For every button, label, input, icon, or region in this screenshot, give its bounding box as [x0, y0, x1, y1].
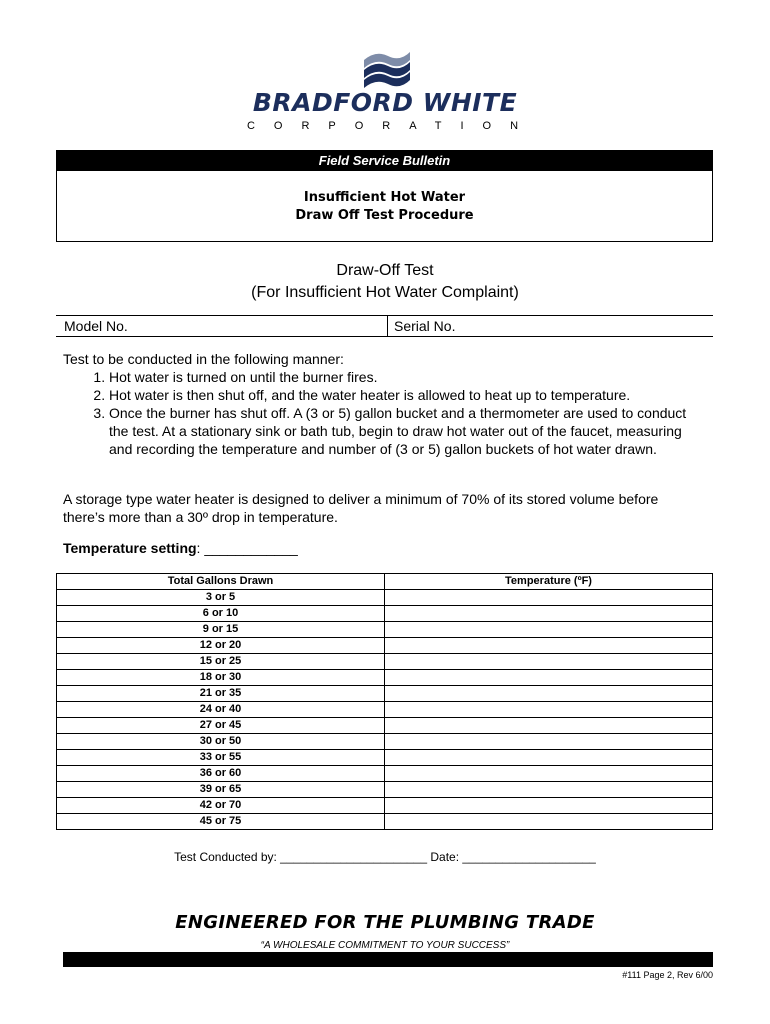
temperature-cell[interactable]: [385, 718, 713, 734]
table-row: [57, 734, 713, 750]
table-row: [57, 782, 713, 798]
bulletin-title-line1: Insufficient Hot Water: [303, 190, 466, 205]
table-row: [57, 686, 713, 702]
temperature-cell[interactable]: [385, 766, 713, 782]
test-conducted-by: Test Conducted by: ______________________: [174, 850, 428, 864]
gallons-cell: 42 or 70: [57, 798, 385, 814]
gallons-cell: 21 or 35: [57, 686, 385, 702]
table-row: [57, 766, 713, 782]
temperature-cell[interactable]: [385, 670, 713, 686]
temperature-cell[interactable]: [385, 702, 713, 718]
gallons-cell: 39 or 65: [57, 782, 385, 798]
table-row: [57, 718, 713, 734]
footer-bar: [63, 952, 713, 967]
gallons-cell: 24 or 40: [57, 702, 385, 718]
temperature-setting-blank: : ____________: [196, 540, 298, 556]
draw-off-table: [56, 573, 713, 830]
temperature-cell[interactable]: [385, 606, 713, 622]
temperature-cell[interactable]: [385, 622, 713, 638]
test-title-main: Draw-Off Test: [336, 262, 434, 279]
company-logo: [0, 48, 770, 138]
table-row: [57, 798, 713, 814]
logo-wordmark: BRADFORD WHITE: [252, 88, 518, 117]
temperature-cell[interactable]: [385, 814, 713, 830]
gallons-cell: 45 or 75: [57, 814, 385, 830]
field-service-bulletin-box: [56, 150, 713, 242]
gallons-cell: 3 or 5: [57, 590, 385, 606]
temperature-cell[interactable]: [385, 638, 713, 654]
model-field-label: Model No.: [64, 318, 128, 334]
footer-tagline: “A WHOLESALE COMMITMENT TO YOUR SUCCESS”: [260, 940, 510, 951]
temperature-cell[interactable]: [385, 798, 713, 814]
gallons-cell: 27 or 45: [57, 718, 385, 734]
temperature-setting: [63, 540, 298, 556]
temperature-cell[interactable]: [385, 734, 713, 750]
design-paragraph: A storage type water heater is designed to deliver a minimum of 70% of its stored volume before there’s more than a 30º drop in temperature.: [63, 491, 659, 525]
bulletin-title: [57, 171, 712, 225]
instruction-step: 2. Hot water is then shut off, and the water heater is allowed to heat up to temperature.: [109, 386, 703, 404]
table-row: [57, 638, 713, 654]
column-header-gallons: Total Gallons Drawn: [57, 574, 385, 590]
temperature-cell[interactable]: [385, 782, 713, 798]
instruction-step: 1. Hot water is turned on until the burner fires.: [109, 368, 703, 386]
gallons-cell: 15 or 25: [57, 654, 385, 670]
model-serial-row: [56, 315, 713, 337]
serial-field-label: Serial No.: [394, 318, 456, 334]
gallons-cell: 9 or 15: [57, 622, 385, 638]
temperature-cell[interactable]: [385, 590, 713, 606]
table-row: [57, 654, 713, 670]
temperature-cell[interactable]: [385, 686, 713, 702]
table-header-row: [57, 574, 713, 590]
gallons-cell: 33 or 55: [57, 750, 385, 766]
signature-line: [0, 850, 770, 864]
flag-waves-icon: [358, 50, 414, 90]
logo-corporation: CORPORATION: [246, 120, 538, 132]
test-date: Date: ____________________: [430, 850, 596, 864]
table-row: [57, 590, 713, 606]
column-header-temperature: Temperature (ºF): [385, 574, 713, 590]
table-row: [57, 622, 713, 638]
instructions-intro: Test to be conducted in the following manner:: [63, 351, 344, 367]
bulletin-title-line2: Draw Off Test Procedure: [295, 208, 474, 223]
test-title: [0, 260, 770, 304]
gallons-cell: 12 or 20: [57, 638, 385, 654]
table-row: [57, 702, 713, 718]
gallons-cell: 36 or 60: [57, 766, 385, 782]
instructions: [63, 350, 703, 458]
table-row: [57, 670, 713, 686]
gallons-cell: 30 or 50: [57, 734, 385, 750]
field-divider: [387, 316, 388, 336]
instruction-step: 3. Once the burner has shut off. A (3 or 5) gallon bucket and a thermometer are used to conduct the test. At a stationary sink or bath tub, begin to draw hot water out of the faucet, measuring and recording the temperature and number of (3 or 5) gallon buckets of hot water drawn.: [109, 404, 703, 458]
instructions-list: [63, 368, 703, 458]
table-row: [57, 814, 713, 830]
gallons-cell: 18 or 30: [57, 670, 385, 686]
table-row: [57, 750, 713, 766]
test-title-sub: (For Insufficient Hot Water Complaint): [251, 284, 519, 301]
footer-slogan: ENGINEERED FOR THE PLUMBING TRADE: [175, 912, 595, 933]
table-row: [57, 606, 713, 622]
gallons-cell: 6 or 10: [57, 606, 385, 622]
bulletin-header: Field Service Bulletin: [57, 151, 712, 171]
temperature-setting-label: Temperature setting: [63, 540, 197, 556]
revision-note: #111 Page 2, Rev 6/00: [622, 970, 713, 980]
temperature-cell[interactable]: [385, 654, 713, 670]
temperature-cell[interactable]: [385, 750, 713, 766]
